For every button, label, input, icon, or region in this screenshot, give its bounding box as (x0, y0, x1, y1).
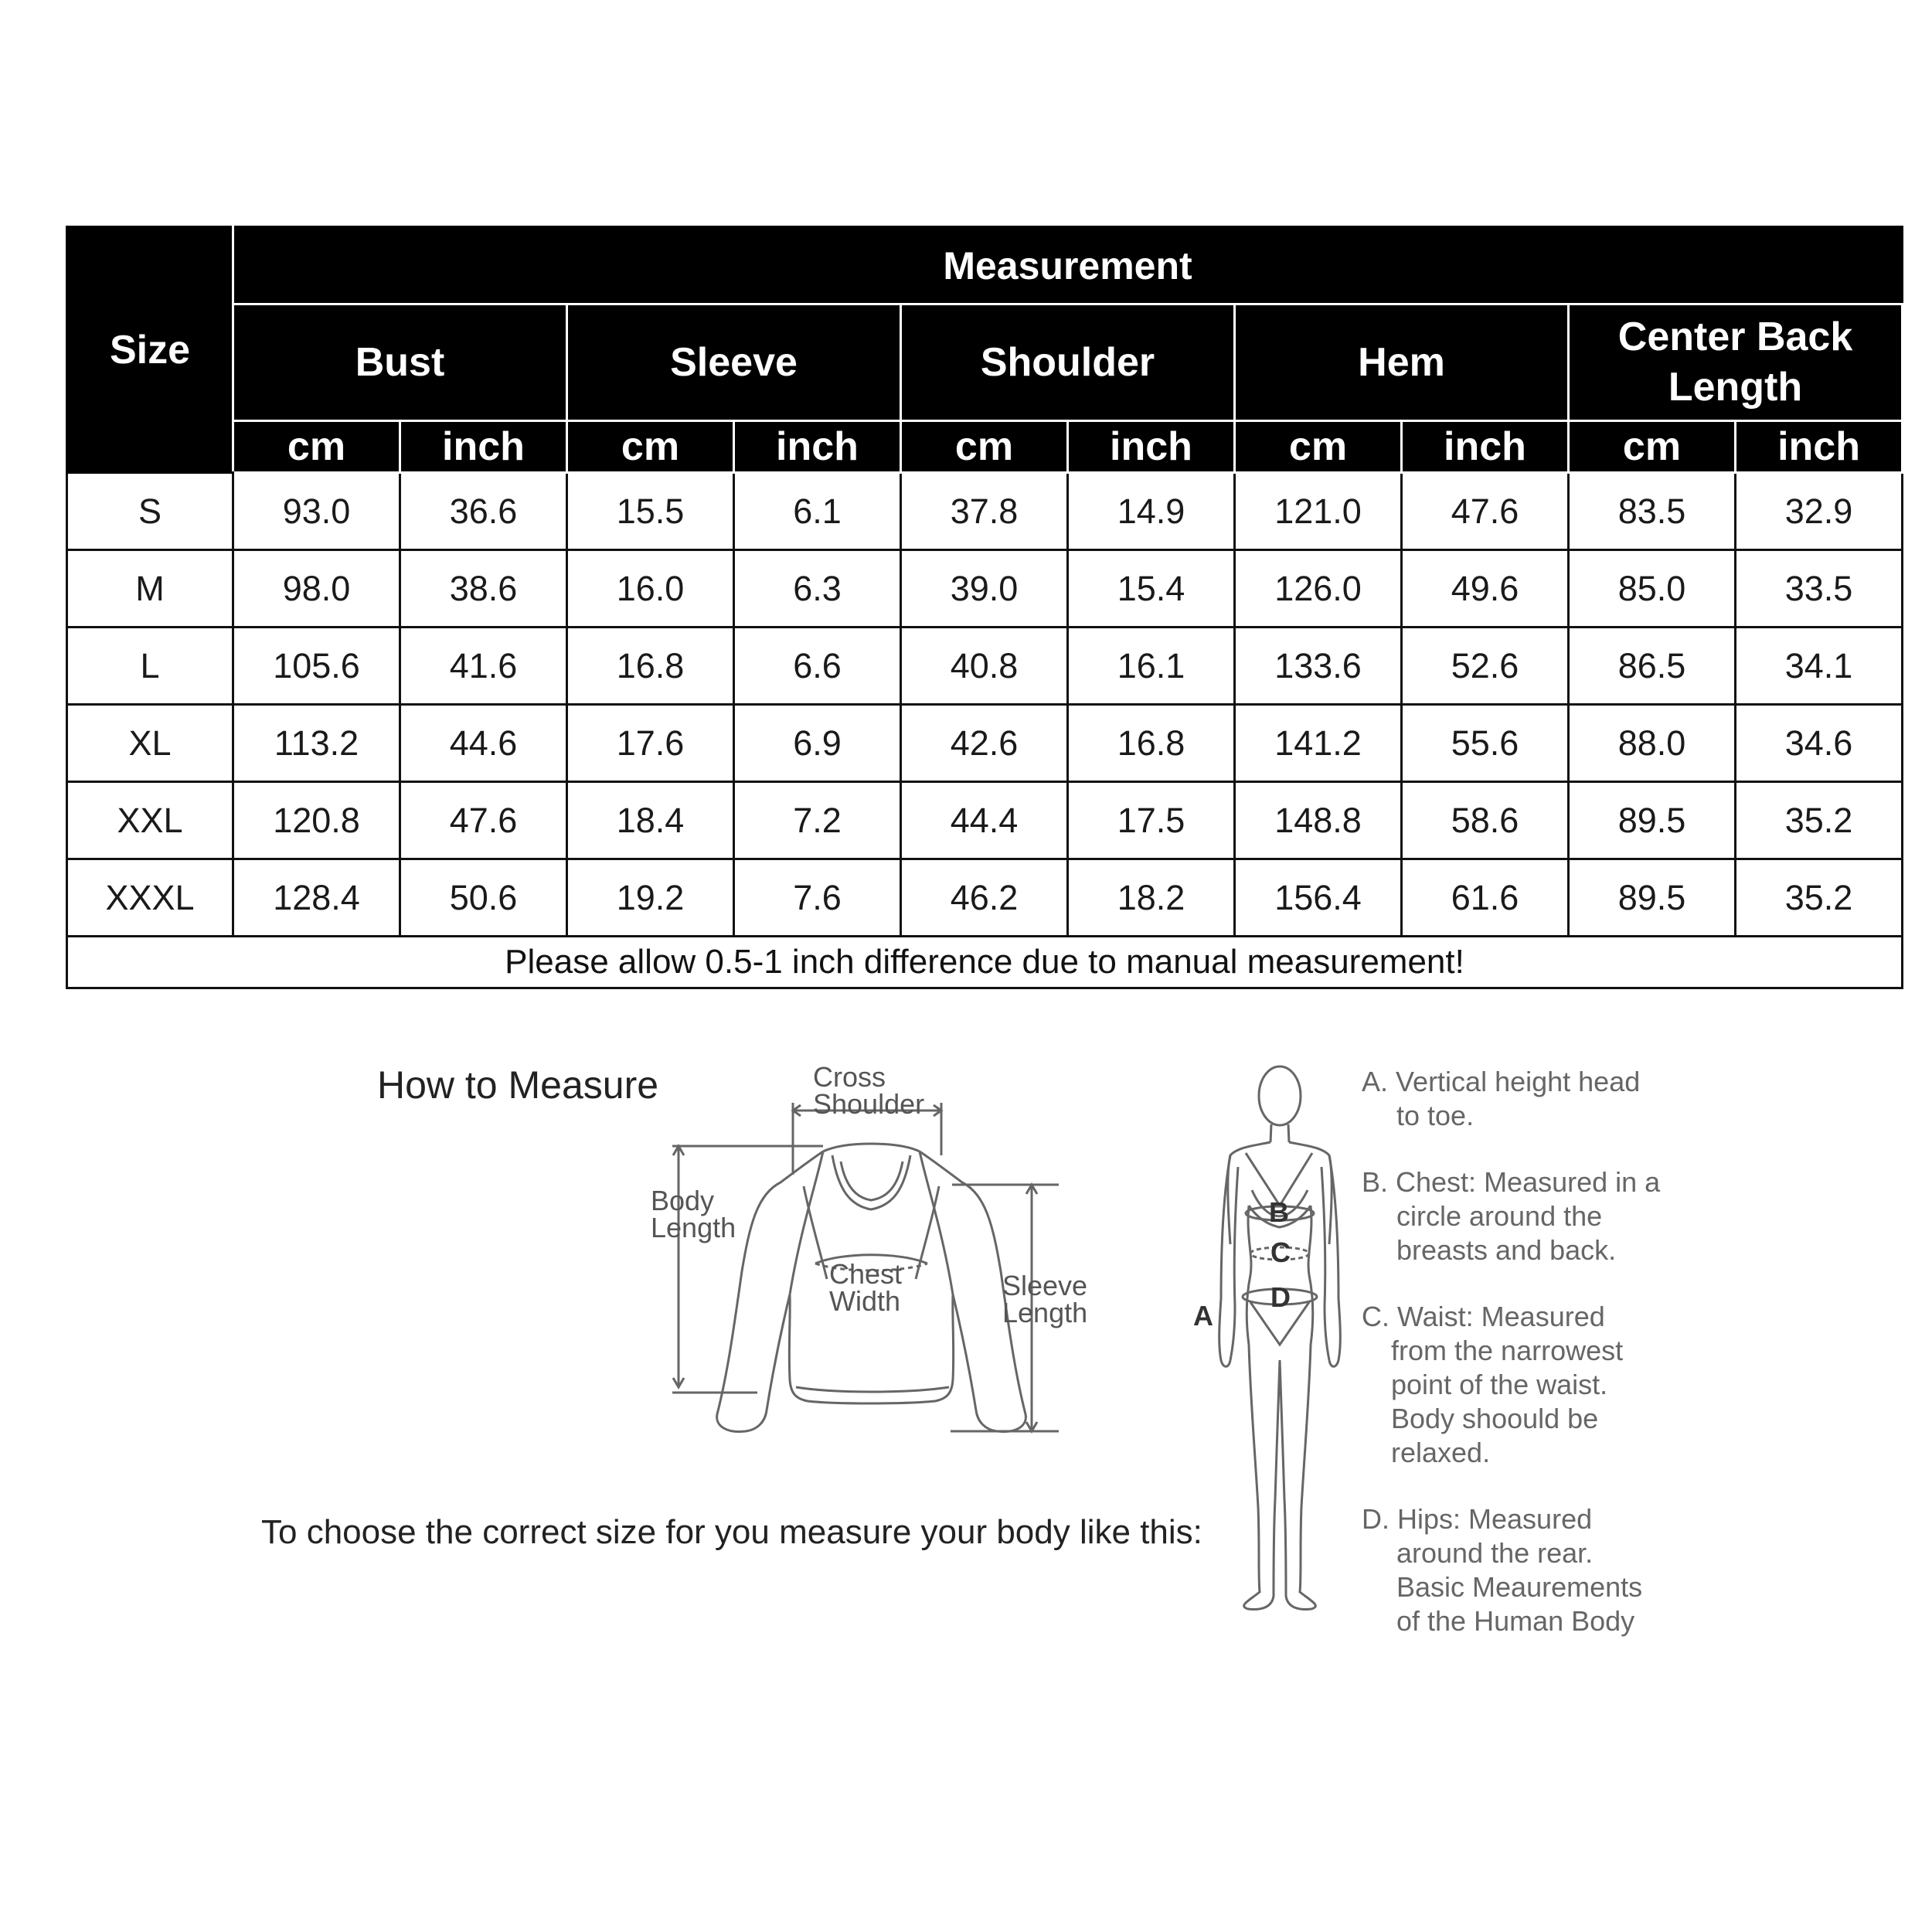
table-cell: 34.1 (1736, 628, 1903, 705)
body-letter-c: C (1270, 1236, 1291, 1268)
human-body-diagram (1175, 1051, 1368, 1631)
unit-header: inch (1402, 421, 1569, 473)
table-cell: 15.4 (1068, 550, 1235, 628)
group-header-sleeve: Sleeve (567, 304, 901, 421)
guide-a-line-2: to toe. (1396, 1100, 1475, 1131)
group-header-bust: Bust (233, 304, 567, 421)
table-row (67, 782, 1903, 859)
table-cell: 156.4 (1235, 859, 1402, 937)
table-cell: 121.0 (1235, 473, 1402, 550)
table-cell: 133.6 (1235, 628, 1402, 705)
sleeve-length-label-2: Length (1002, 1297, 1088, 1328)
choose-size-instruction: To choose the correct size for you measure your body like this: (261, 1513, 1202, 1551)
chest-width-label-1: Chest (829, 1258, 903, 1290)
how-to-measure-title: How to Measure (377, 1063, 659, 1107)
table-cell: 14.9 (1068, 473, 1235, 550)
table-cell: 35.2 (1736, 859, 1903, 937)
group-header-hem: Hem (1235, 304, 1569, 421)
size-cell: M (67, 550, 233, 628)
body-letter-b: B (1269, 1196, 1289, 1228)
table-cell: 6.1 (734, 473, 901, 550)
table-cell: 86.5 (1569, 628, 1736, 705)
table-cell: 126.0 (1235, 550, 1402, 628)
body-length-label-2: Length (651, 1212, 736, 1243)
table-cell: 120.8 (233, 782, 400, 859)
size-cell: S (67, 473, 233, 550)
table-cell: 18.4 (567, 782, 734, 859)
table-cell: 7.6 (734, 859, 901, 937)
table-cell: 7.2 (734, 782, 901, 859)
table-cell: 85.0 (1569, 550, 1736, 628)
size-cell: XXL (67, 782, 233, 859)
guide-c-line-4: Body shoould be (1391, 1403, 1599, 1434)
chest-width-label-2: Width (829, 1285, 901, 1317)
measurement-note: Please allow 0.5-1 inch difference due to manual measurement! (67, 937, 1903, 988)
table-cell: 33.5 (1736, 550, 1903, 628)
table-cell: 128.4 (233, 859, 400, 937)
table-cell: 47.6 (1402, 473, 1569, 550)
table-cell: 39.0 (901, 550, 1068, 628)
table-cell: 35.2 (1736, 782, 1903, 859)
table-cell: 42.6 (901, 705, 1068, 782)
guide-c-line-2: from the narrowest (1391, 1335, 1624, 1366)
table-cell: 18.2 (1068, 859, 1235, 937)
table-cell: 16.8 (1068, 705, 1235, 782)
body-length-label-1: Body (651, 1185, 715, 1216)
unit-header: inch (734, 421, 901, 473)
table-cell: 83.5 (1569, 473, 1736, 550)
table-cell: 44.6 (400, 705, 567, 782)
unit-header: cm (1569, 421, 1736, 473)
table-cell: 40.8 (901, 628, 1068, 705)
body-letter-a: A (1193, 1300, 1213, 1332)
table-cell: 58.6 (1402, 782, 1569, 859)
unit-header: cm (233, 421, 400, 473)
group-header-shoulder: Shoulder (901, 304, 1235, 421)
guide-c-line-1: C. Waist: Measured (1362, 1301, 1605, 1332)
table-cell: 15.5 (567, 473, 734, 550)
table-cell: 16.8 (567, 628, 734, 705)
table-cell: 55.6 (1402, 705, 1569, 782)
table-cell: 47.6 (400, 782, 567, 859)
guide-item-d (1362, 1502, 1660, 1638)
table-cell: 19.2 (567, 859, 734, 937)
sleeve-length-label-1: Sleeve (1002, 1270, 1088, 1301)
unit-header: inch (1068, 421, 1235, 473)
table-cell: 6.6 (734, 628, 901, 705)
guide-d-line-3: Basic Meaurements (1396, 1571, 1643, 1603)
unit-header: inch (1736, 421, 1903, 473)
guide-b-line-3: breasts and back. (1396, 1234, 1617, 1266)
table-cell: 17.6 (567, 705, 734, 782)
table-cell: 37.8 (901, 473, 1068, 550)
table-cell: 113.2 (233, 705, 400, 782)
measurement-guide (1362, 1065, 1660, 1671)
table-cell: 93.0 (233, 473, 400, 550)
guide-c-line-5: relaxed. (1391, 1437, 1491, 1468)
guide-d-line-2: around the rear. (1396, 1537, 1594, 1569)
guide-c-line-3: point of the waist. (1391, 1369, 1608, 1400)
table-cell: 49.6 (1402, 550, 1569, 628)
size-cell: XXXL (67, 859, 233, 937)
size-cell: XL (67, 705, 233, 782)
table-cell: 38.6 (400, 550, 567, 628)
table-cell: 52.6 (1402, 628, 1569, 705)
unit-header: inch (400, 421, 567, 473)
table-row (67, 859, 1903, 937)
table-cell: 50.6 (400, 859, 567, 937)
garment-diagram (641, 1047, 1105, 1449)
table-row (67, 628, 1903, 705)
table-cell: 46.2 (901, 859, 1068, 937)
body-letter-d: D (1270, 1281, 1291, 1313)
size-chart-table (66, 226, 1903, 989)
guide-d-line-4: of the Human Body (1396, 1605, 1635, 1637)
table-cell: 41.6 (400, 628, 567, 705)
table-cell: 44.4 (901, 782, 1068, 859)
table-cell: 36.6 (400, 473, 567, 550)
table-cell: 32.9 (1736, 473, 1903, 550)
guide-b-line-1: B. Chest: Measured in a (1362, 1166, 1661, 1198)
table-cell: 105.6 (233, 628, 400, 705)
table-cell: 88.0 (1569, 705, 1736, 782)
size-cell: L (67, 628, 233, 705)
table-cell: 148.8 (1235, 782, 1402, 859)
guide-item-a (1362, 1065, 1660, 1133)
human-figure-sketch (1175, 1051, 1368, 1631)
table-cell: 61.6 (1402, 859, 1569, 937)
table-row (67, 473, 1903, 550)
table-cell: 16.1 (1068, 628, 1235, 705)
table-body (67, 473, 1903, 937)
table-cell: 89.5 (1569, 859, 1736, 937)
table-cell: 6.3 (734, 550, 901, 628)
group-header-center-back-length: Center Back Length (1569, 304, 1903, 421)
guide-a-line-1: A. Vertical height head (1362, 1066, 1641, 1097)
guide-item-b (1362, 1165, 1660, 1267)
table-row (67, 550, 1903, 628)
table-cell: 6.9 (734, 705, 901, 782)
table-cell: 141.2 (1235, 705, 1402, 782)
unit-header: cm (901, 421, 1068, 473)
table-cell: 17.5 (1068, 782, 1235, 859)
size-header: Size (67, 227, 233, 473)
table-cell: 89.5 (1569, 782, 1736, 859)
guide-b-line-2: circle around the (1396, 1200, 1603, 1232)
table-cell: 98.0 (233, 550, 400, 628)
table-row (67, 705, 1903, 782)
cross-shoulder-label-2: Shoulder (813, 1088, 925, 1120)
unit-header: cm (1235, 421, 1402, 473)
table-cell: 16.0 (567, 550, 734, 628)
guide-item-c (1362, 1300, 1660, 1470)
guide-d-line-1: D. Hips: Measured (1362, 1503, 1593, 1535)
cross-shoulder-label-1: Cross (813, 1061, 886, 1093)
table-cell: 34.6 (1736, 705, 1903, 782)
unit-header: cm (567, 421, 734, 473)
measurement-header: Measurement (233, 227, 1903, 304)
